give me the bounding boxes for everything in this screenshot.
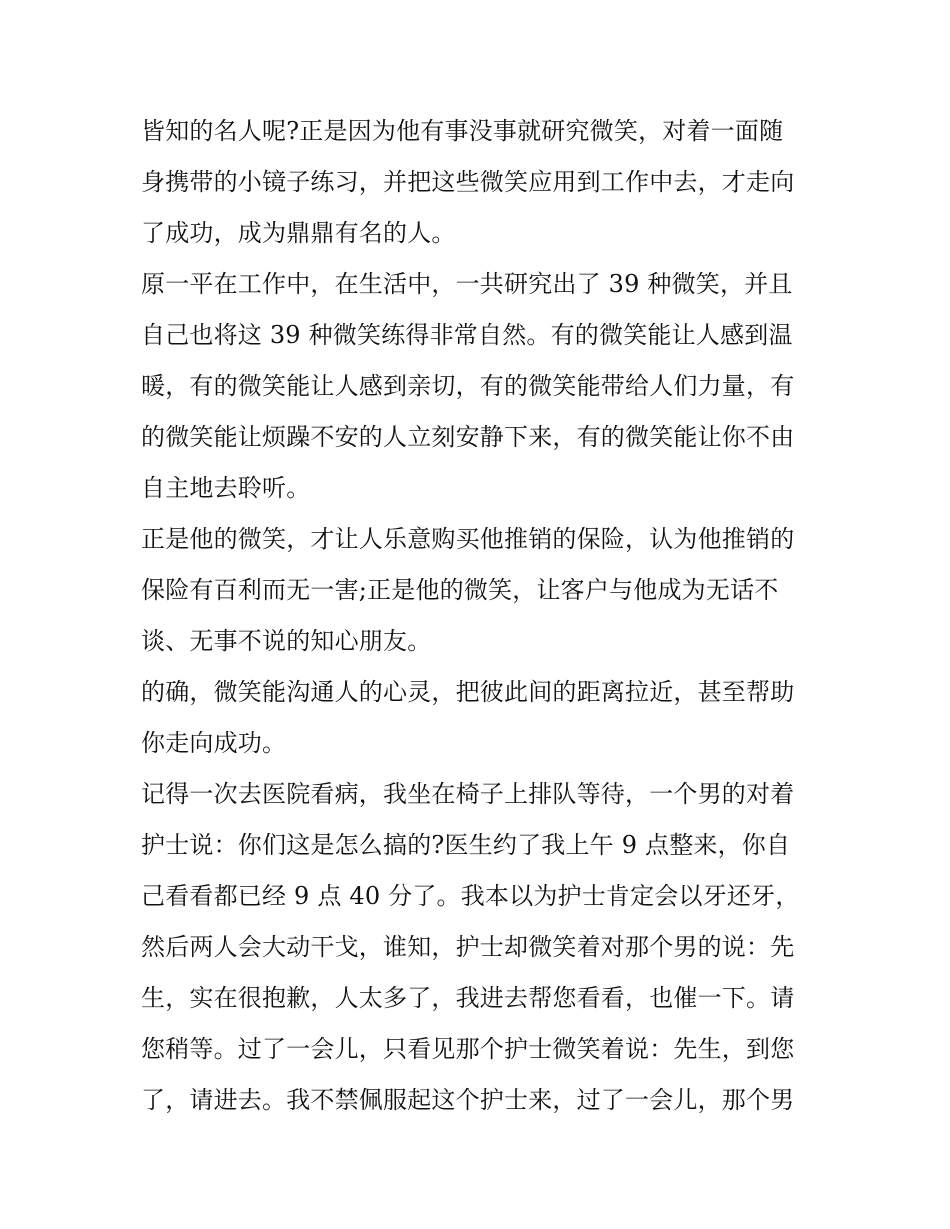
text-line: 正是他的微笑，才让人乐意购买他推销的保险，认为他推销的: [141, 525, 795, 553]
text-line: 的微笑能让烦躁不安的人立刻安静下来，有的微笑能让你不由: [141, 423, 795, 451]
text-line: 您稍等。过了一会儿，只看见那个护士微笑着说：先生，到您: [141, 1035, 795, 1063]
text-line: 生，实在很抱歉，人太多了，我进去帮您看看，也催一下。请: [141, 984, 795, 1012]
document-body: [141, 106, 821, 1126]
text-line: 你走向成功。: [141, 729, 287, 757]
text-line: 的确，微笑能沟通人的心灵，把彼此间的距离拉近，甚至帮助: [141, 678, 795, 706]
text-line: 自主地去聆听。: [141, 474, 311, 502]
text-line: 暖，有的微笑能让人感到亲切，有的微笑能带给人们力量，有: [141, 372, 795, 400]
text-line: 然后两人会大动干戈，谁知，护士却微笑着对那个男的说：先: [141, 933, 795, 961]
text-line: 保险有百利而无一害;正是他的微笑，让客户与他成为无话不: [141, 576, 779, 604]
text-line: 己看看都已经 9 点 40 分了。我本以为护士肯定会以牙还牙，: [141, 882, 800, 910]
text-line: 了，请进去。我不禁佩服起这个护士来，过了一会儿，那个男: [141, 1086, 795, 1114]
text-line: 自己也将这 39 种微笑练得非常自然。有的微笑能让人感到温: [141, 321, 793, 349]
text-line: 皆知的名人呢?正是因为他有事没事就研究微笑，对着一面随: [141, 117, 784, 145]
text-line: 谈、无事不说的知心朋友。: [141, 627, 432, 655]
text-line: 了成功，成为鼎鼎有名的人。: [141, 219, 456, 247]
text-line: 身携带的小镜子练习，并把这些微笑应用到工作中去，才走向: [141, 168, 795, 196]
text-line: 原一平在工作中，在生活中，一共研究出了 39 种微笑，并且: [141, 270, 793, 298]
text-line: 护士说：你们这是怎么搞的?医生约了我上午 9 点整来，你自: [141, 831, 791, 859]
text-line: 记得一次去医院看病，我坐在椅子上排队等待，一个男的对着: [141, 780, 795, 808]
